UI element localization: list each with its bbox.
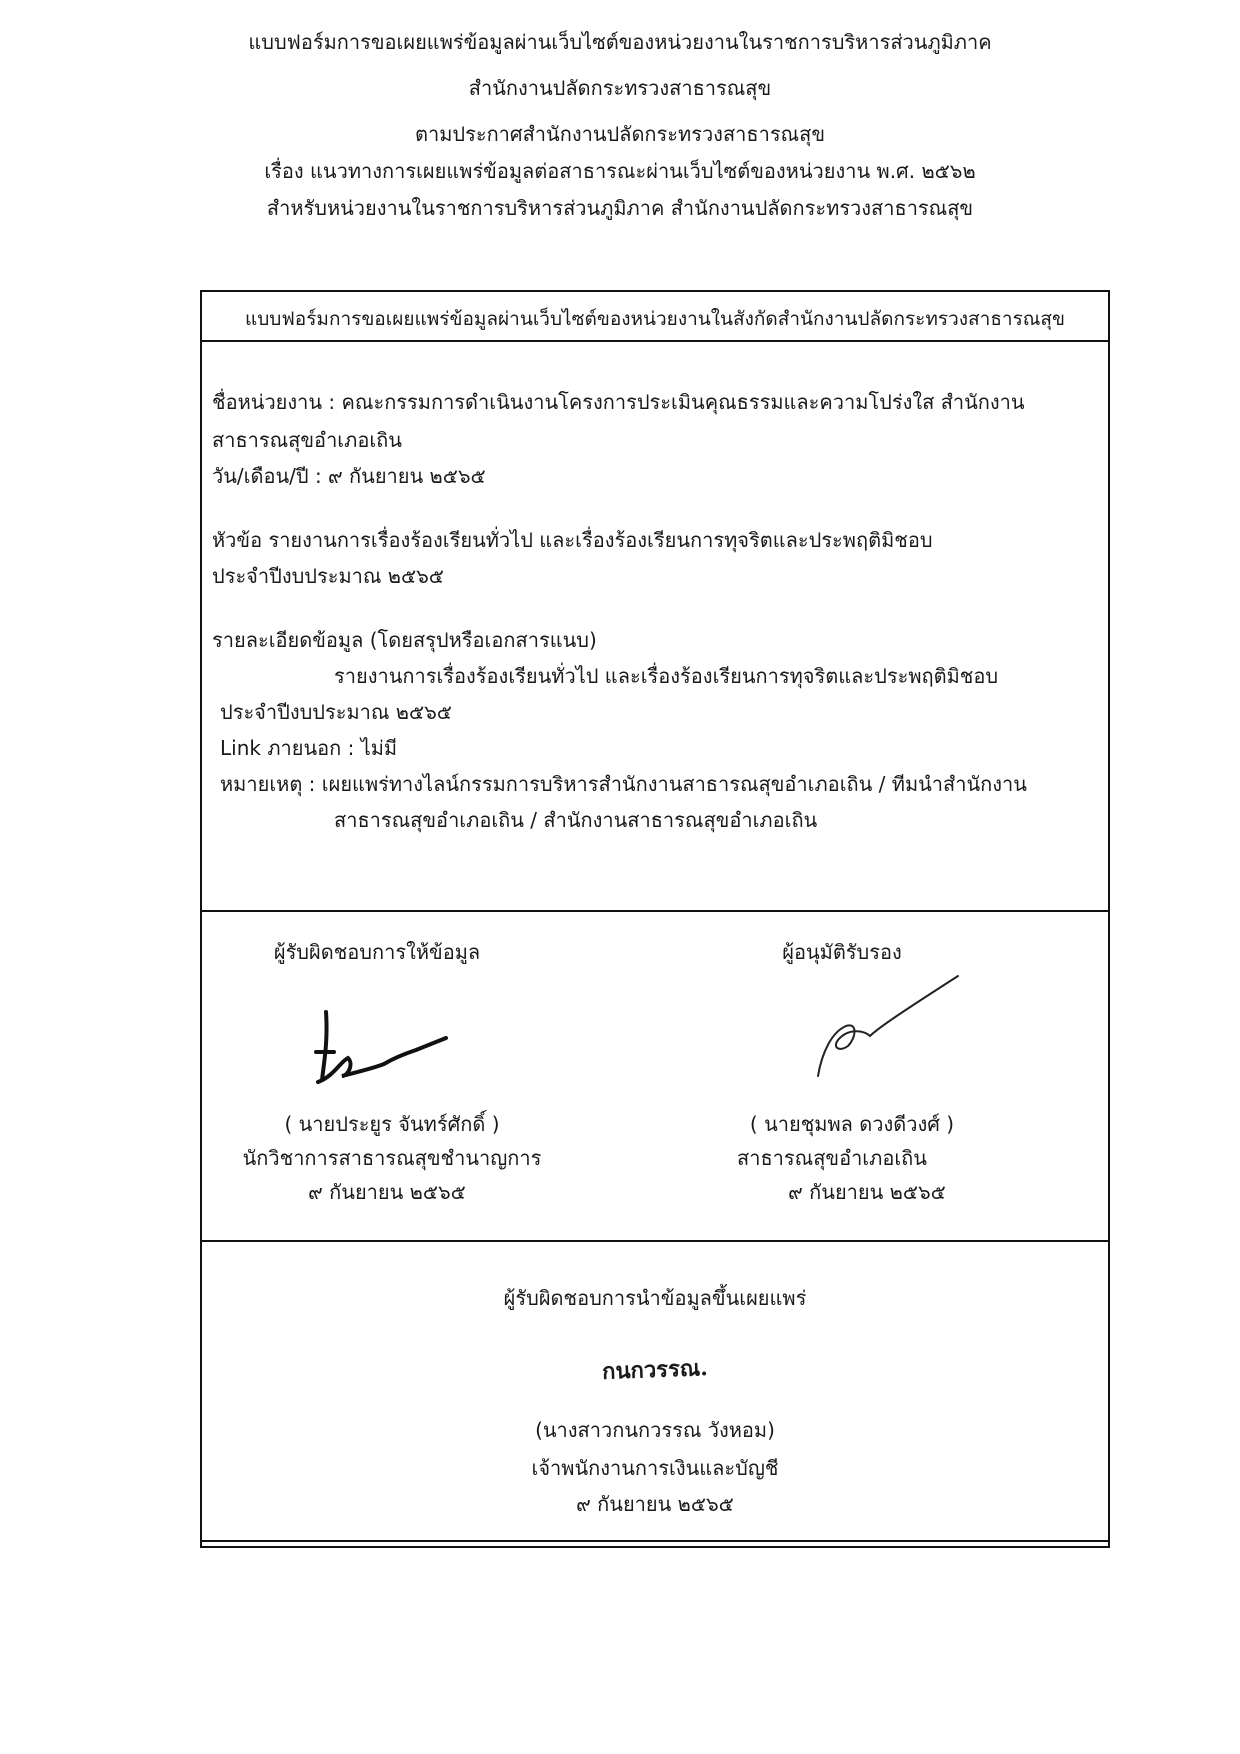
form-info-section xyxy=(202,342,1108,912)
topic-line1: หัวข้อ รายงานการเรื่องร้องเรียนทั่วไป และเรื่องร้องเรียนการทุจริตและประพฤติมิชอบ xyxy=(212,528,933,552)
agency-name-line2: สาธารณสุขอำเภอเถิน xyxy=(212,428,402,452)
form-date: วัน/เดือน/ปี : ๙ กันยายน ๒๕๖๕ xyxy=(212,464,486,488)
publisher-signature: กนกวรรณ. xyxy=(601,1355,709,1385)
publisher-name: (นางสาวกนกวรรณ วังหอม) xyxy=(535,1418,775,1442)
header-scope-line: สำหรับหน่วยงานในราชการบริหารส่วนภูมิภาค สำนักงานปลัดกระทรวงสาธารณสุข xyxy=(266,196,974,220)
right-signer-role: ผู้อนุมัติรับรอง xyxy=(782,940,902,964)
detail-line2: ประจำปีงบประมาณ ๒๕๖๕ xyxy=(220,700,452,724)
agency-name-line1: ชื่อหน่วยงาน : คณะกรรมการดำเนินงานโครงการประเมินคุณธรรมและความโปร่งใส สำนักงาน xyxy=(212,390,1025,414)
detail-line1: รายงานการเรื่องร้องเรียนทั่วไป และเรื่องร้องเรียนการทุจริตและประพฤติมิชอบ xyxy=(334,664,999,688)
note-line2: สาธารณสุขอำเภอเถิน / สำนักงานสาธารณสุขอำเภอเถิน xyxy=(334,808,818,832)
external-link-line: Link ภายนอก : ไม่มี xyxy=(220,736,398,760)
right-signer-position: สาธารณสุขอำเภอเถิน xyxy=(737,1146,927,1170)
right-signer-name: ( นายชุมพล ดวงดีวงศ์ ) xyxy=(749,1112,955,1136)
note-line1: หมายเหตุ : เผยแพร่ทางไลน์กรรมการบริหารสำนักงานสาธารณสุขอำเภอเถิน / ทีมนำสำนักงาน xyxy=(220,772,1027,796)
publisher-role: ผู้รับผิดชอบการนำข้อมูลขึ้นเผยแพร่ xyxy=(503,1286,807,1310)
left-signer-position: นักวิชาการสาธารณสุขชำนาญการ xyxy=(242,1146,542,1170)
left-signer-role: ผู้รับผิดชอบการให้ข้อมูล xyxy=(273,940,481,964)
right-signer-date: ๙ กันยายน ๒๕๖๕ xyxy=(788,1180,946,1204)
header-announcement-line: ตามประกาศสำนักงานปลัดกระทรวงสาธารณสุข xyxy=(414,122,825,146)
publisher-date: ๙ กันยายน ๒๕๖๕ xyxy=(576,1492,734,1516)
left-signer-name: ( นายประยูร จันทร์ศักดิ์ ) xyxy=(284,1112,500,1136)
left-signer-date: ๙ กันยายน ๒๕๖๕ xyxy=(308,1180,466,1204)
publication-form xyxy=(200,290,1110,1548)
header-subject-line: เรื่อง แนวทางการเผยแพร่ข้อมูลต่อสาธารณะผ่านเว็บไซต์ของหน่วยงาน พ.ศ. ๒๕๖๒ xyxy=(264,159,976,183)
left-signature-image xyxy=(314,1002,454,1092)
form-title: แบบฟอร์มการขอเผยแพร่ข้อมูลผ่านเว็บไซต์ของหน่วยงานในสังกัดสำนักงานปลัดกระทรวงสาธารณสุข xyxy=(244,308,1066,330)
header-office-line: สำนักงานปลัดกระทรวงสาธารณสุข xyxy=(468,76,772,100)
publisher-section xyxy=(202,1242,1108,1532)
right-signature-image xyxy=(812,972,962,1082)
signature-section xyxy=(202,912,1108,1242)
detail-label: รายละเอียดข้อมูล (โดยสรุปหรือเอกสารแนบ) xyxy=(212,628,597,652)
header-title-line: แบบฟอร์มการขอเผยแพร่ข้อมูลผ่านเว็บไซต์ของหน่วยงานในราชการบริหารส่วนภูมิภาค xyxy=(248,30,992,54)
topic-line2: ประจำปีงบประมาณ ๒๕๖๕ xyxy=(212,564,444,588)
form-title-section xyxy=(202,292,1108,342)
publisher-position: เจ้าพนักงานการเงินและบัญชี xyxy=(531,1456,779,1480)
